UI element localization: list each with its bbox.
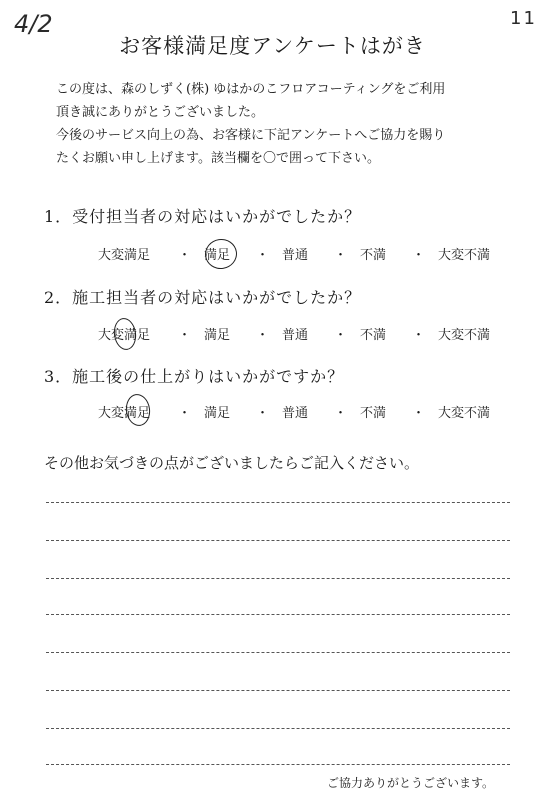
option-very-satisfied[interactable]: 大変満足 (98, 406, 151, 421)
option-separator: ・ (334, 328, 348, 343)
handwritten-date: 4/2 (14, 10, 53, 38)
option-neutral[interactable]: 普通 (282, 328, 309, 343)
other-comments-prompt: その他お気づきの点がございましたらご記入ください。 (44, 454, 420, 472)
intro-line: 頂き誠にありがとうございました。 (56, 105, 265, 120)
selection-circle (124, 392, 152, 427)
option-separator: ・ (178, 328, 192, 343)
handwritten-mark: 11 (510, 8, 537, 29)
question-2-options (60, 324, 520, 348)
option-separator: ・ (256, 328, 270, 343)
intro-text (56, 78, 526, 170)
comment-line[interactable] (46, 614, 510, 615)
option-satisfied[interactable]: 満足 (204, 328, 231, 343)
option-neutral[interactable]: 普通 (282, 406, 309, 421)
comment-line-bottom (46, 764, 510, 765)
option-very-dissatisfied[interactable]: 大変不満 (438, 406, 491, 421)
comment-line[interactable] (46, 652, 510, 653)
comment-line[interactable] (46, 502, 510, 503)
question-3-options (60, 402, 520, 426)
option-separator: ・ (256, 406, 270, 421)
option-very-dissatisfied[interactable]: 大変不満 (438, 248, 491, 263)
option-very-dissatisfied[interactable]: 大変不満 (438, 328, 491, 343)
option-separator: ・ (412, 406, 426, 421)
option-satisfied[interactable]: 満足 (204, 406, 231, 421)
selection-circle (112, 317, 138, 352)
question-1-options (60, 244, 520, 268)
comment-line[interactable] (46, 690, 510, 691)
question-1: 1．受付担当者の対応はいかがでしたか？ (44, 207, 362, 226)
option-dissatisfied[interactable]: 不満 (360, 328, 387, 343)
question-2: 2．施工担当者の対応はいかがでしたか？ (44, 288, 362, 307)
option-neutral[interactable]: 普通 (282, 248, 309, 263)
option-separator: ・ (412, 328, 426, 343)
intro-line: たくお願い申し上げます。該当欄を〇で囲って下さい。 (56, 151, 380, 166)
option-separator: ・ (334, 248, 348, 263)
comment-line[interactable] (46, 578, 510, 579)
intro-line: 今後のサービス向上の為、お客様に下記アンケートへご協力を賜り (56, 128, 446, 143)
option-separator: ・ (412, 248, 426, 263)
question-3: 3．施工後の仕上がりはいかがですか？ (44, 367, 345, 386)
comment-line[interactable] (46, 728, 510, 729)
option-dissatisfied[interactable]: 不満 (360, 406, 387, 421)
option-separator: ・ (178, 406, 192, 421)
selection-circle (203, 237, 239, 271)
option-very-satisfied[interactable]: 大変満足 (98, 328, 151, 343)
option-separator: ・ (178, 248, 192, 263)
option-very-satisfied[interactable]: 大変満足 (98, 248, 151, 263)
option-satisfied[interactable]: 満足 (204, 248, 231, 263)
closing-thanks: ご協力ありがとうございます。 (327, 776, 495, 790)
option-separator: ・ (334, 406, 348, 421)
comment-line[interactable] (46, 540, 510, 541)
survey-title: お客様満足度アンケートはがき (119, 34, 426, 58)
option-dissatisfied[interactable]: 不満 (360, 248, 387, 263)
option-separator: ・ (256, 248, 270, 263)
intro-line: この度は、森のしずく(株) ゆはかのこフロアコーティングをご利用 (56, 82, 446, 97)
